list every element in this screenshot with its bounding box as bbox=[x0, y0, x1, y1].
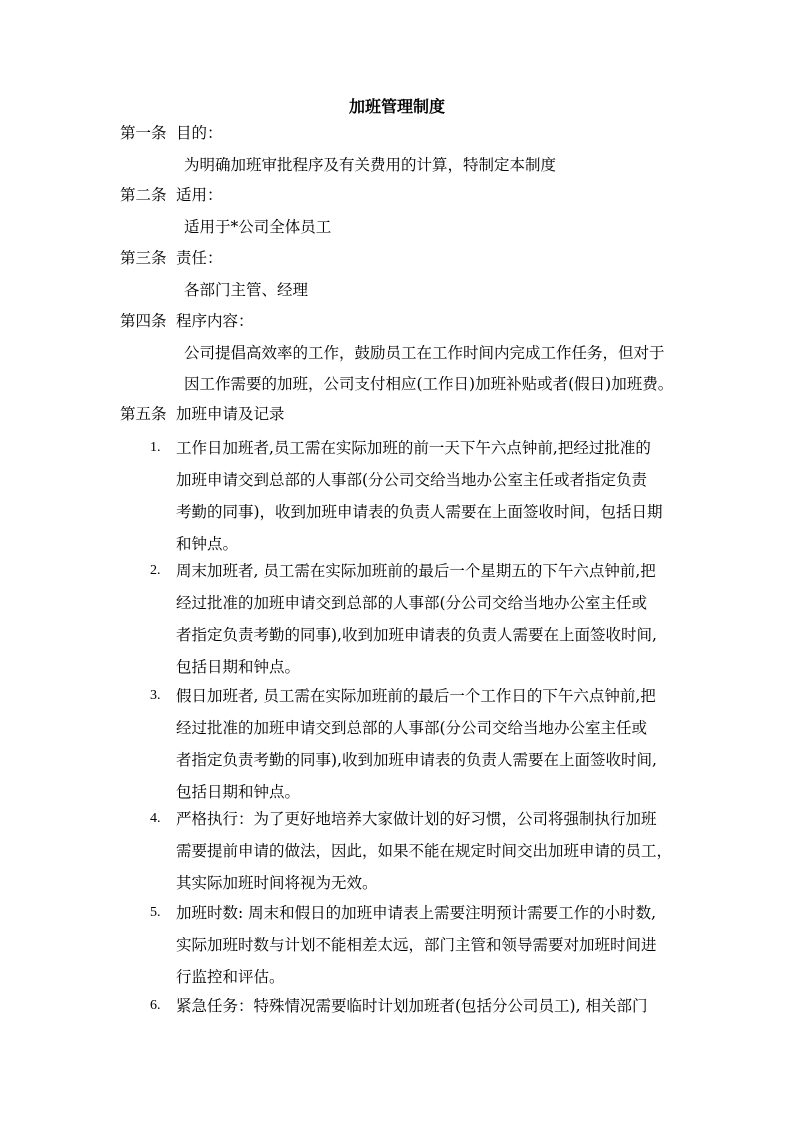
list-item-line: 经过批准的加班申请交到总部的人事部(分公司交给当地办公室主任或 bbox=[176, 719, 648, 737]
article-5-heading bbox=[120, 403, 285, 425]
list-item-line: 者指定负责考勤的同事),收到加班申请表的负责人需要在上面签收时间, bbox=[176, 751, 657, 769]
list-item-line: 紧急任务：特殊情况需要临时计划加班者(包括分公司员工), 相关部门 bbox=[176, 997, 648, 1015]
list-item-line: 经过批准的加班申请交到总部的人事部(分公司交给当地办公室主任或 bbox=[176, 594, 648, 612]
article-1-heading bbox=[120, 122, 223, 144]
list-item-line: 包括日期和钟点。 bbox=[176, 783, 301, 801]
article-4-body-line: 因工作需要的加班，公司支付相应(工作日)加班补贴或者(假日)加班费。 bbox=[184, 375, 674, 393]
article-3-body: 各部门主管、经理 bbox=[184, 281, 309, 299]
article-heading: 目的： bbox=[176, 124, 223, 142]
list-item-line: 考勤的同事)，收到加班申请表的负责人需要在上面签收时间，包括日期 bbox=[176, 503, 663, 521]
list-item-line: 者指定负责考勤的同事),收到加班申请表的负责人需要在上面签收时间, bbox=[176, 626, 657, 644]
article-number: 第二条 bbox=[120, 186, 167, 204]
article-number: 第一条 bbox=[120, 124, 167, 142]
list-item-line: 加班申请交到总部的人事部(分公司交给当地办公室主任或者指定负责 bbox=[176, 471, 648, 489]
article-2-body: 适用于*公司全体员工 bbox=[184, 218, 332, 236]
list-item-number: 4. bbox=[150, 811, 161, 826]
article-3-heading bbox=[120, 247, 223, 269]
article-4-heading bbox=[120, 310, 254, 332]
list-item-line: 假日加班者, 员工需在实际加班前的最后一个工作日的下午六点钟前,把 bbox=[176, 687, 656, 705]
article-heading: 责任： bbox=[176, 249, 223, 267]
list-item-line: 工作日加班者,员工需在实际加班的前一天下午六点钟前,把经过批准的 bbox=[176, 439, 651, 457]
list-item-line: 和钟点。 bbox=[176, 535, 239, 553]
article-number: 第四条 bbox=[120, 312, 167, 330]
article-heading: 程序内容： bbox=[176, 312, 254, 330]
list-item-number: 3. bbox=[150, 688, 161, 703]
article-1-body: 为明确加班审批程序及有关费用的计算，特制定本制度 bbox=[184, 156, 557, 174]
article-2-heading bbox=[120, 184, 223, 206]
document-title: 加班管理制度 bbox=[348, 97, 445, 116]
list-item-number: 6. bbox=[150, 998, 161, 1013]
article-number: 第五条 bbox=[120, 405, 167, 423]
article-number: 第三条 bbox=[120, 249, 167, 267]
list-item-line: 包括日期和钟点。 bbox=[176, 658, 301, 676]
list-item-line: 其实际加班时间将视为无效。 bbox=[176, 874, 378, 892]
list-item-line: 需要提前申请的做法，因此，如果不能在规定时间交出加班申请的员工， bbox=[176, 842, 673, 860]
article-heading: 适用： bbox=[176, 186, 223, 204]
list-item-line: 周末加班者, 员工需在实际加班前的最后一个星期五的下午六点钟前,把 bbox=[176, 562, 656, 580]
list-item-line: 行监控和评估。 bbox=[176, 968, 285, 986]
list-item-number: 2. bbox=[150, 563, 161, 578]
list-item-number: 1. bbox=[150, 440, 161, 455]
article-4-body-line: 公司提倡高效率的工作，鼓励员工在工作时间内完成工作任务，但对于 bbox=[184, 344, 665, 362]
list-item-line: 加班时数: 周末和假日的加班申请表上需要注明预计需要工作的小时数, bbox=[176, 904, 657, 922]
list-item-line: 实际加班时数与计划不能相差太远，部门主管和领导需要对加班时间进 bbox=[176, 936, 657, 954]
list-item-line: 严格执行：为了更好地培养大家做计划的好习惯，公司将强制执行加班 bbox=[176, 810, 657, 828]
list-item-number: 5. bbox=[150, 905, 161, 920]
article-heading: 加班申请及记录 bbox=[176, 405, 285, 423]
